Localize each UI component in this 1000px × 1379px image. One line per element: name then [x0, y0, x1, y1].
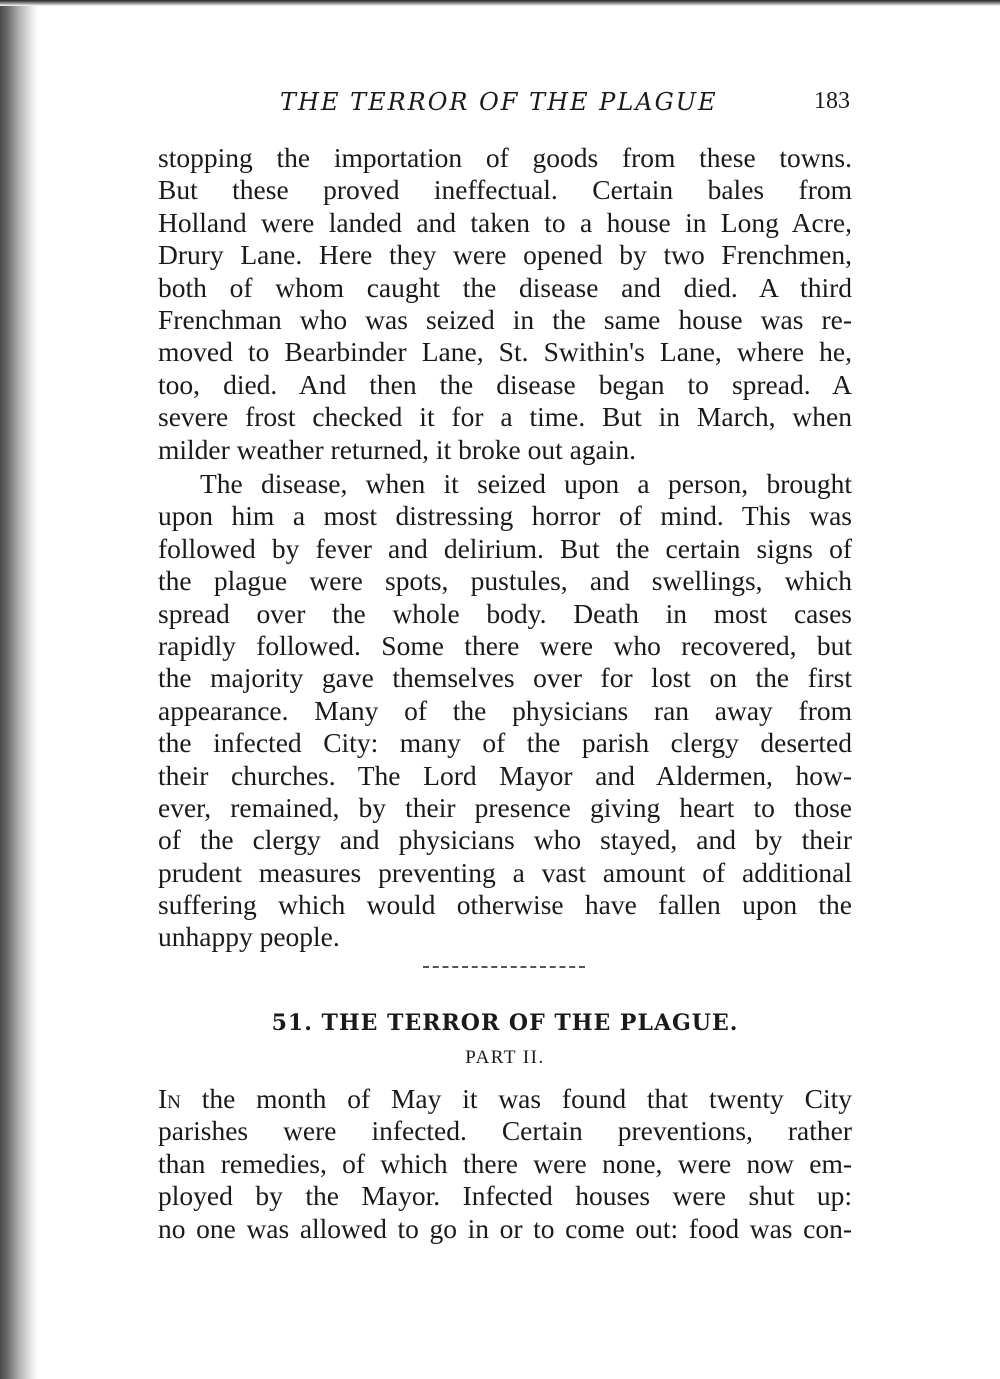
text-line: the infected City: many of the parish clergy deserted — [158, 727, 852, 759]
chapter-heading: 51. THE TERROR OF THE PLAGUE. — [271, 1010, 739, 1036]
text-line-first — [158, 1083, 852, 1115]
text-line: prudent measures preventing a vast amount of additional — [158, 856, 852, 888]
text-line: severe frost checked it for a time. But in March, when — [158, 401, 852, 433]
text-line: stopping the importation of goods from these towns. — [158, 142, 852, 173]
text-line: rapidly followed. Some there were who recovered, but — [158, 629, 852, 661]
text-line: both of whom caught the disease and died. A third — [158, 271, 852, 303]
text-line: followed by fever and delirium. But the certain signs of — [158, 532, 852, 564]
text-line: appearance. Many of the physicians ran away from — [158, 694, 852, 726]
lead-word: In — [158, 1083, 181, 1114]
text-line: milder weather returned, it broke out again. — [158, 433, 637, 465]
text-line: ever, remained, by their presence giving heart to those — [158, 791, 852, 823]
text-line: Frenchman who was seized in the same house was re- — [158, 303, 852, 335]
text-line: The disease, when it seized upon a person, brought — [200, 468, 852, 499]
text-line: suffering which would otherwise have fallen upon the — [158, 889, 852, 921]
text-line: unhappy people. — [158, 921, 340, 953]
text-line: moved to Bearbinder Lane, St. Swithin's Lane, where he, — [158, 336, 852, 368]
section-divider — [423, 966, 585, 970]
text-line: upon him a most distressing horror of mind. This was — [158, 500, 852, 532]
text-line: of the clergy and physicians who stayed, and by their — [158, 824, 852, 856]
text-line: Drury Lane. Here they were opened by two Frenchmen, — [158, 239, 852, 271]
text-line: their churches. The Lord Mayor and Aldermen, how- — [158, 759, 852, 791]
paragraph-2 — [158, 468, 852, 954]
part-label: PART II. — [465, 1047, 545, 1068]
text-line: no one was allowed to go in or to come out: food was con- — [158, 1212, 852, 1244]
text-line: ployed by the Mayor. Infected houses were shut up: — [158, 1180, 852, 1212]
paragraph-1 — [158, 142, 852, 466]
binding-edge — [0, 0, 40, 1379]
text-line: Holland were landed and taken to a house in Long Acre, — [158, 206, 852, 238]
text-line: parishes were infected. Certain preventions, rather — [158, 1115, 852, 1147]
running-title: THE TERROR OF THE PLAGUE — [280, 88, 718, 116]
page-number: 183 — [814, 88, 850, 114]
text-line: But these proved ineffectual. Certain bales from — [158, 174, 852, 206]
first-line-rest: the month of May it was found that twenty City — [180, 1083, 852, 1114]
text-line: spread over the whole body. Death in most cases — [158, 597, 852, 629]
text-line: than remedies, of which there were none, were now em- — [158, 1147, 852, 1179]
text-line: the plague were spots, pustules, and swellings, which — [158, 565, 852, 597]
top-page-edge — [0, 0, 1000, 6]
running-head — [160, 88, 860, 122]
text-line: too, died. And then the disease began to spread. A — [158, 368, 852, 400]
text-line: the majority gave themselves over for lost on the first — [158, 662, 852, 694]
paragraph-3 — [158, 1083, 852, 1245]
